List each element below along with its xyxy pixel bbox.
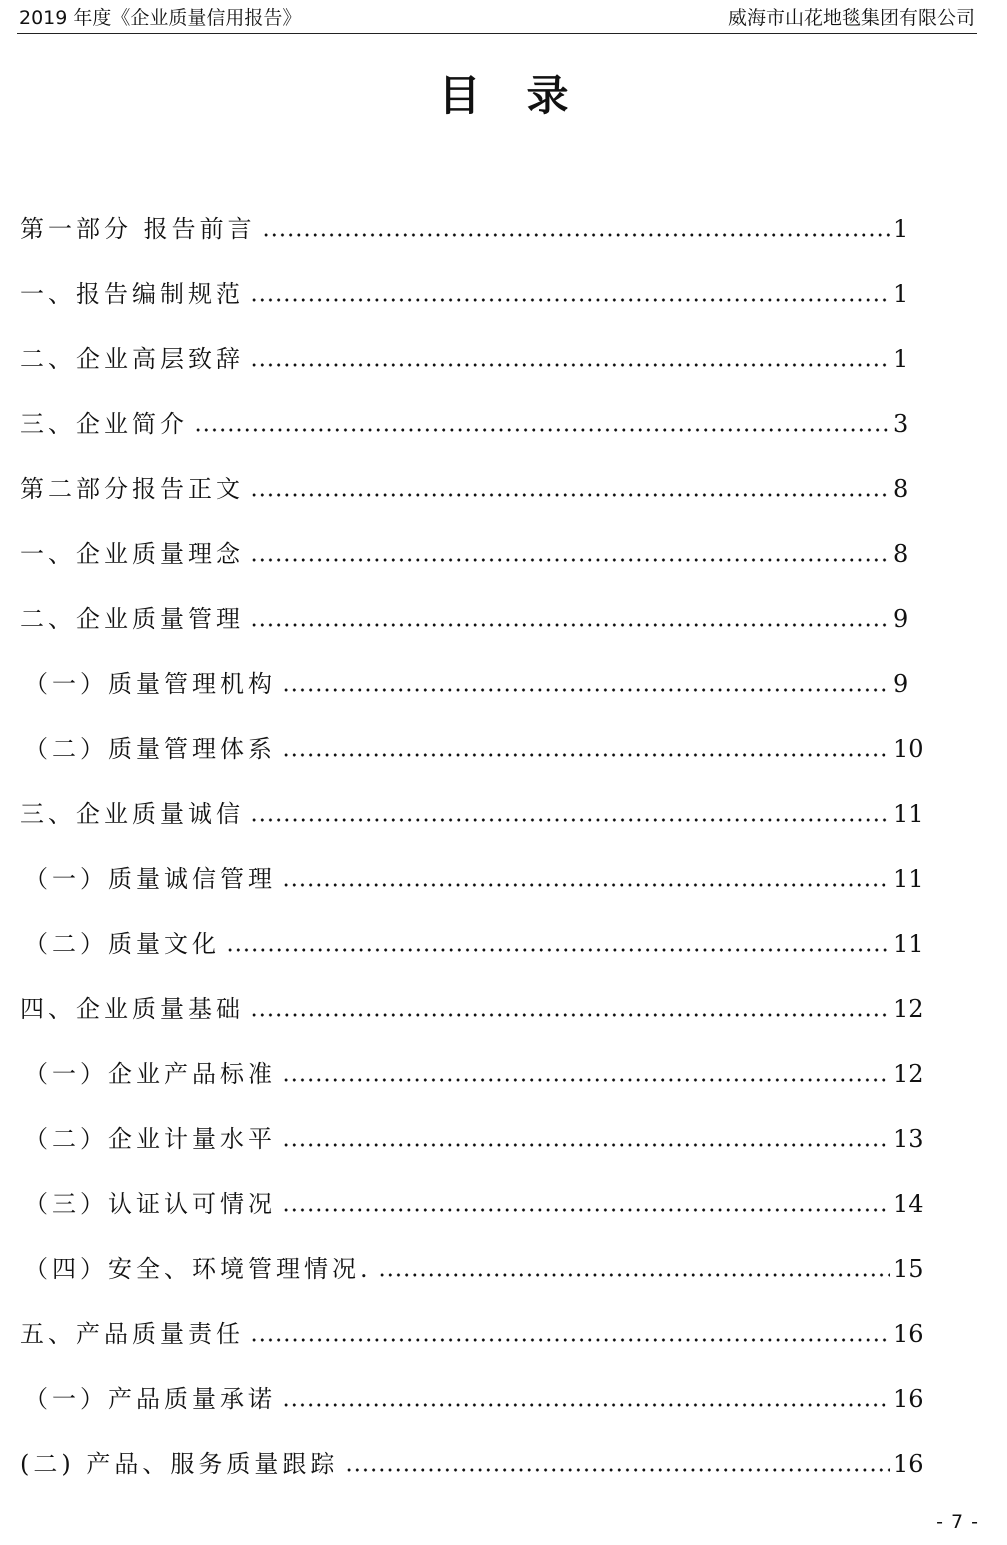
toc-dot-leader xyxy=(250,339,890,379)
toc-entry-label: 四、企业质量基础 xyxy=(20,995,244,1023)
toc-entry-page: 9 xyxy=(893,605,909,633)
toc-entry[interactable] xyxy=(0,729,1007,769)
toc-entry-label: （一）企业产品标准 xyxy=(24,1060,276,1088)
toc-dot-leader xyxy=(282,1119,890,1159)
toc-entry[interactable] xyxy=(0,1249,1007,1289)
toc-entry-page: 1 xyxy=(893,280,909,308)
header-report-title: 2019 年度《企业质量信用报告》 xyxy=(19,7,302,29)
toc-dot-leader xyxy=(250,1314,890,1354)
toc-entry-page: 3 xyxy=(893,410,909,438)
toc-entry-label: （二）质量管理体系 xyxy=(24,735,276,763)
toc-entry-label: 第一部分 报告前言 xyxy=(20,215,256,243)
toc-entry-page: 9 xyxy=(893,670,909,698)
toc-entry[interactable] xyxy=(0,469,1007,509)
page-number: - 7 - xyxy=(936,1511,979,1533)
toc-entry[interactable] xyxy=(0,339,1007,379)
toc-entry[interactable] xyxy=(0,599,1007,639)
toc-dot-leader xyxy=(250,469,890,509)
toc-dot-leader xyxy=(250,274,890,314)
toc-entry-label: （一）产品质量承诺 xyxy=(24,1385,276,1413)
toc-entry-label: (二) 产品、服务质量跟踪 xyxy=(20,1450,339,1478)
toc-dot-leader xyxy=(282,1054,890,1094)
toc-entry-label: 五、产品质量责任 xyxy=(20,1320,244,1348)
toc-entry-label: 二、企业质量管理 xyxy=(20,605,244,633)
toc-entry-label: 三、企业简介 xyxy=(20,410,188,438)
toc-entry-page: 11 xyxy=(893,800,924,828)
toc-entry[interactable] xyxy=(0,1054,1007,1094)
toc-entry[interactable] xyxy=(0,1444,1007,1484)
toc-dot-leader xyxy=(378,1249,890,1289)
toc-entry-page: 12 xyxy=(893,995,924,1023)
header-company-name: 威海市山花地毯集团有限公司 xyxy=(727,7,975,29)
toc-entry-label: （三）认证认可情况 xyxy=(24,1190,276,1218)
toc-entry-page: 14 xyxy=(893,1190,924,1218)
toc-entry[interactable] xyxy=(0,924,1007,964)
toc-entry-label: （四）安全、环境管理情况. xyxy=(24,1255,372,1283)
toc-entry[interactable] xyxy=(0,989,1007,1029)
toc-entry-page: 10 xyxy=(893,735,924,763)
toc-dot-leader xyxy=(226,924,890,964)
toc-entry-label: 三、企业质量诚信 xyxy=(20,800,244,828)
toc-entry[interactable] xyxy=(0,1119,1007,1159)
toc-entry-page: 15 xyxy=(893,1255,924,1283)
toc-entry[interactable] xyxy=(0,1184,1007,1224)
toc-entry-page: 16 xyxy=(893,1385,924,1413)
toc-dot-leader xyxy=(282,1184,890,1224)
toc-dot-leader xyxy=(250,989,890,1029)
toc-entry-page: 16 xyxy=(893,1450,924,1478)
toc-entry[interactable] xyxy=(0,274,1007,314)
toc-entry[interactable] xyxy=(0,1314,1007,1354)
toc-entry-page: 13 xyxy=(893,1125,924,1153)
toc-entry-label: （二）企业计量水平 xyxy=(24,1125,276,1153)
page-header xyxy=(17,5,977,34)
toc-entry-page: 16 xyxy=(893,1320,924,1348)
toc-entry-page: 8 xyxy=(893,540,909,568)
toc-entry-page: 8 xyxy=(893,475,909,503)
toc-entry[interactable] xyxy=(0,859,1007,899)
toc-dot-leader xyxy=(282,1379,890,1419)
toc-entry-page: 11 xyxy=(893,930,924,958)
toc-entry[interactable] xyxy=(0,664,1007,704)
toc-entry-page: 1 xyxy=(893,215,909,243)
toc-entry[interactable] xyxy=(0,534,1007,574)
toc-entry-label: 二、企业高层致辞 xyxy=(20,345,244,373)
toc-entry-page: 11 xyxy=(893,865,924,893)
toc-entry-label: 一、报告编制规范 xyxy=(20,280,244,308)
toc-dot-leader xyxy=(282,729,890,769)
toc-entry-page: 12 xyxy=(893,1060,924,1088)
toc-entry-label: 第二部分报告正文 xyxy=(20,475,244,503)
toc-entry[interactable] xyxy=(0,1379,1007,1419)
toc-dot-leader xyxy=(282,859,890,899)
toc-entry[interactable] xyxy=(0,794,1007,834)
toc-dot-leader xyxy=(250,534,890,574)
toc-dot-leader xyxy=(250,794,890,834)
toc-title: 目录 xyxy=(438,71,615,120)
toc-dot-leader xyxy=(262,209,890,249)
toc-entry-label: （一）质量诚信管理 xyxy=(24,865,276,893)
toc-entry[interactable] xyxy=(0,209,1007,249)
toc-dot-leader xyxy=(250,599,890,639)
toc-dot-leader xyxy=(194,404,890,444)
toc-entry-label: （二）质量文化 xyxy=(24,930,220,958)
toc-entry-page: 1 xyxy=(893,345,909,373)
toc-entry-label: （一）质量管理机构 xyxy=(24,670,276,698)
toc-entry[interactable] xyxy=(0,404,1007,444)
toc-entry-label: 一、企业质量理念 xyxy=(20,540,244,568)
toc-dot-leader xyxy=(345,1444,890,1484)
toc-dot-leader xyxy=(282,664,890,704)
